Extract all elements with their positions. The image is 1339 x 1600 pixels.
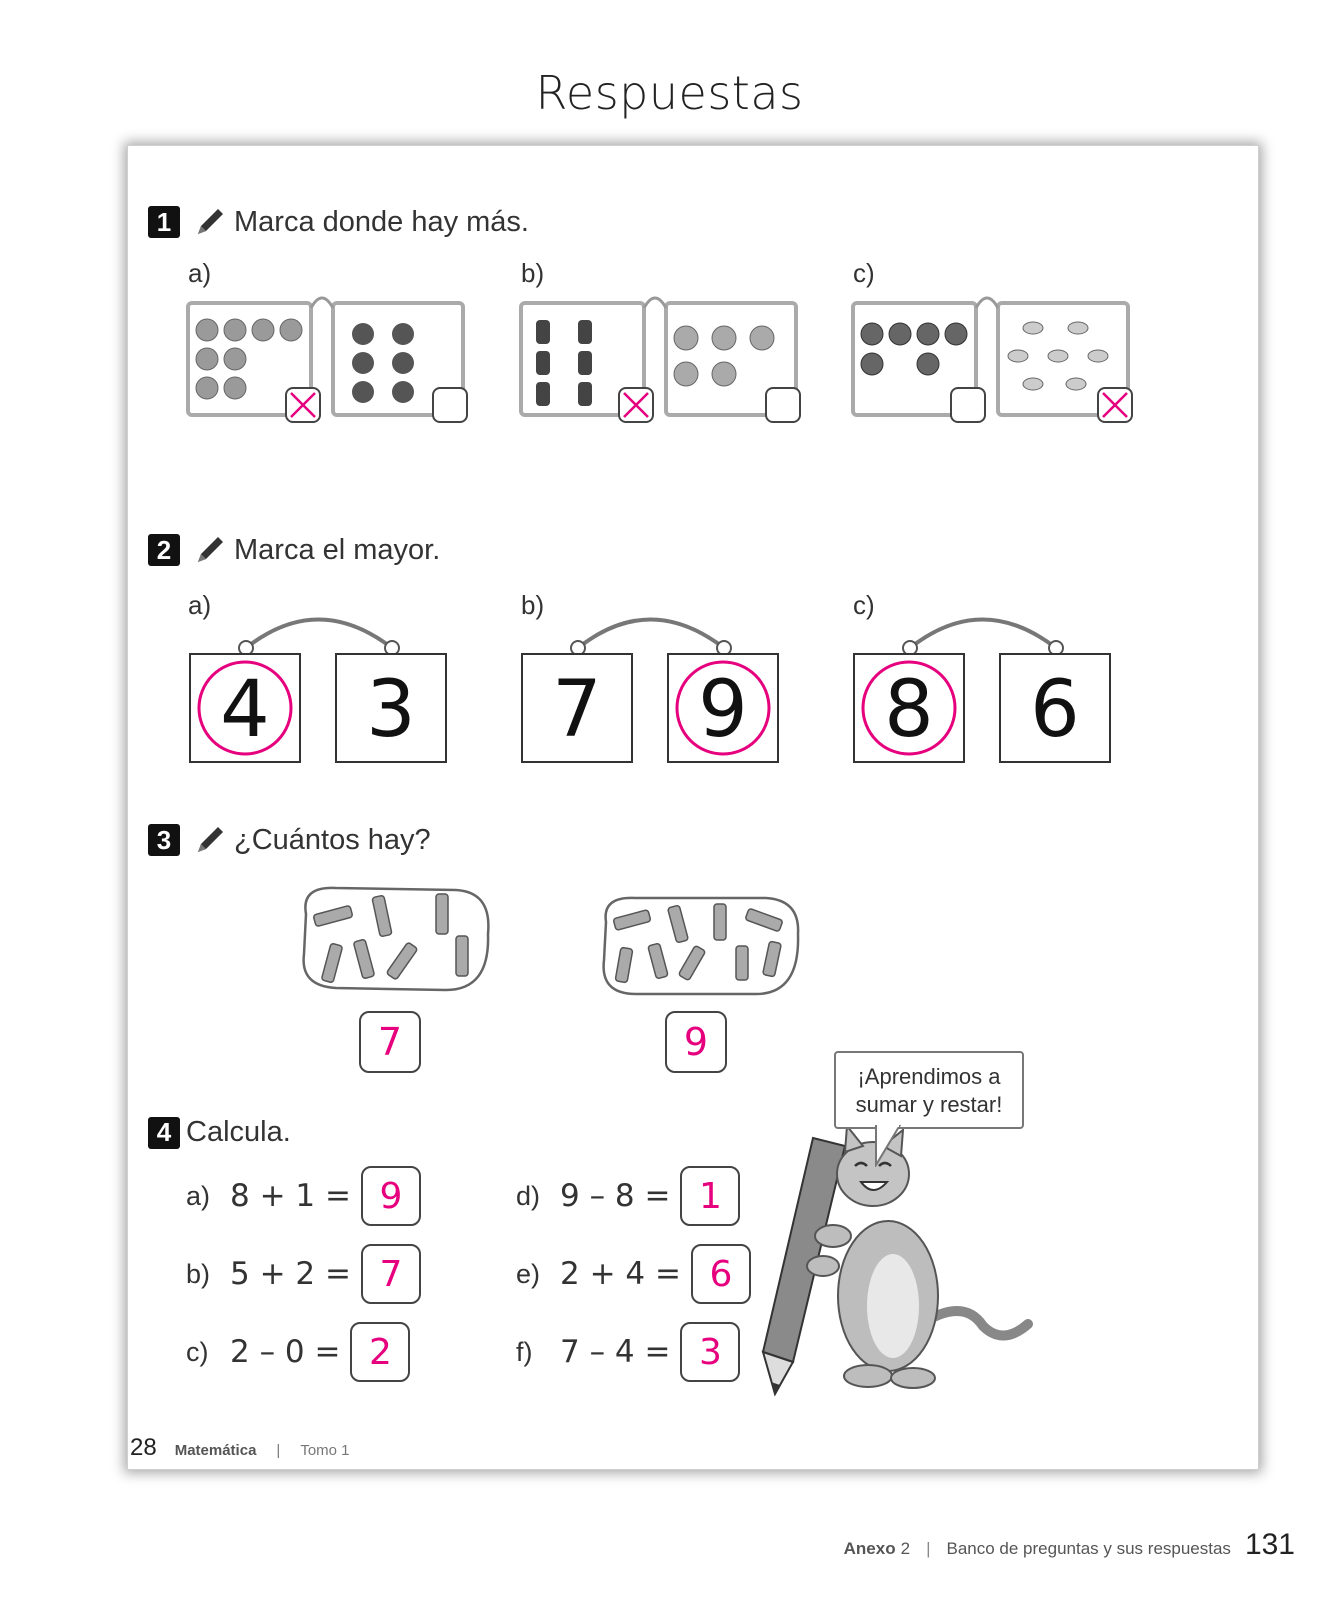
footer-separator: | [926, 1539, 931, 1558]
calc-expression: 2 – 0 = [230, 1334, 341, 1370]
ex2-label-a: a) [188, 590, 212, 620]
inner-page-footer [130, 1434, 350, 1462]
ex1-label-b: b) [521, 258, 545, 288]
calc-label: d) [516, 1180, 541, 1211]
ex2-cards-b [520, 606, 790, 766]
section-name: Banco de preguntas y sus respuestas [946, 1539, 1231, 1558]
ex2-pair-b [520, 606, 790, 771]
exercise-number-badge: 3 [148, 824, 180, 856]
ex3-answer-box-1: 7 [359, 1011, 421, 1073]
calc-expression: 8 + 1 = [230, 1178, 351, 1214]
calc-label: a) [186, 1180, 211, 1211]
ex2-label-b: b) [521, 590, 545, 620]
calc-answer-box: 2 [350, 1322, 410, 1382]
ex1-picture-a [183, 288, 483, 428]
worksheet-page [127, 145, 1259, 1470]
exercise-4-instruction: Calcula. [186, 1116, 291, 1148]
inner-book-name: Matemática [174, 1442, 257, 1459]
calc-item-a [186, 1166, 421, 1226]
exercise-2-header [148, 532, 440, 568]
ex2-pair-a [188, 606, 458, 771]
calc-item-c [186, 1322, 410, 1382]
calc-answer-box: 3 [680, 1322, 740, 1382]
inner-page-number: 28 [130, 1434, 157, 1461]
annex-label: Anexo [843, 1539, 896, 1558]
calc-label: c) [186, 1336, 209, 1367]
page-title: Respuestas [535, 66, 804, 120]
footer-separator: | [276, 1442, 281, 1459]
exercise-1-header [148, 204, 529, 240]
exercise-3-header [148, 822, 431, 858]
ex2-a-right-number: 3 [366, 665, 416, 755]
cat-with-pencil-illustration [753, 1126, 1053, 1406]
speech-bubble: ¡Aprendimos a sumar y restar! [834, 1051, 1024, 1129]
pencil-icon [192, 822, 228, 858]
exercise-2-instruction: Marca el mayor. [234, 533, 441, 566]
ex2-b-right-number: 9 [698, 665, 748, 755]
calc-expression: 9 – 8 = [560, 1178, 671, 1214]
ex2-a-left-number: 4 [220, 665, 270, 755]
crayons-group-9 [596, 894, 806, 998]
ex2-pair-c [852, 606, 1122, 771]
ex1-label-a: a) [188, 258, 212, 288]
calc-expression: 7 – 4 = [560, 1334, 671, 1370]
ex2-c-right-number: 6 [1030, 665, 1080, 755]
page-footer [844, 1528, 1295, 1562]
exercise-1-instruction: Marca donde hay más. [234, 205, 529, 238]
calc-label: e) [516, 1258, 541, 1289]
calc-item-d [516, 1166, 740, 1226]
exercise-number-badge: 2 [148, 534, 180, 566]
exercise-3-instruction: ¿Cuántos hay? [234, 823, 431, 856]
calc-item-e [516, 1244, 751, 1304]
ex2-cards-c [852, 606, 1122, 766]
ex1-picture-b [516, 288, 816, 428]
ex1-picture-c [848, 288, 1148, 428]
page-number: 131 [1244, 1528, 1295, 1561]
calc-expression: 5 + 2 = [230, 1256, 351, 1292]
calc-label: b) [186, 1258, 211, 1289]
ex1-label-c: c) [853, 258, 875, 288]
annex-number: 2 [900, 1539, 911, 1558]
calc-answer-box: 7 [361, 1244, 421, 1304]
calc-item-b [186, 1244, 421, 1304]
exercise-number-badge: 1 [148, 206, 180, 238]
exercise-number-badge: 4 [148, 1117, 180, 1149]
calc-answer-box: 6 [691, 1244, 751, 1304]
calc-answer-box: 9 [361, 1166, 421, 1226]
calc-item-f [516, 1322, 740, 1382]
calc-answer-box: 1 [680, 1166, 740, 1226]
ex2-label-c: c) [853, 590, 875, 620]
calc-expression: 2 + 4 = [560, 1256, 681, 1292]
ex3-answer-box-2: 9 [665, 1011, 727, 1073]
ex2-cards-a [188, 606, 458, 766]
pencil-icon [192, 532, 228, 568]
exercise-4-header [148, 1116, 291, 1149]
calc-label: f) [516, 1336, 533, 1367]
crayons-group-7 [296, 884, 496, 996]
inner-volume: Tomo 1 [300, 1442, 350, 1459]
ex2-b-left-number: 7 [552, 665, 602, 755]
ex2-c-left-number: 8 [884, 665, 934, 755]
pencil-icon [192, 204, 228, 240]
speech-bubble-tail [870, 1125, 910, 1167]
